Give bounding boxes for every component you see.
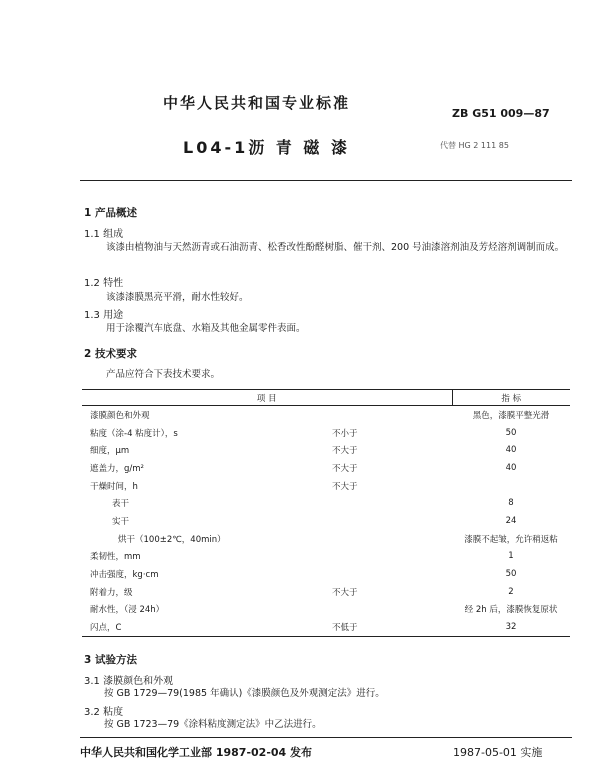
- col-header-item: 项 目: [82, 390, 452, 406]
- section-1-3-body: 用于涂覆汽车底盘、水箱及其他金属零件表面。: [106, 323, 306, 334]
- row-item: 粘度（涂-4 粘度计），s: [90, 428, 178, 439]
- row-value: 24: [505, 515, 517, 526]
- table-row: [82, 477, 570, 495]
- row-condition: [332, 406, 452, 424]
- section-3-heading: 3 试验方法: [84, 654, 137, 666]
- row-value: 2: [508, 586, 514, 597]
- issue-date: 中华人民共和国化学工业部 1987-02-04 发布: [80, 746, 313, 759]
- issuing-organization: 中华人民共和国专业标准: [163, 94, 351, 112]
- standard-code: ZB G51 009—87: [452, 107, 550, 120]
- row-value: 50: [505, 427, 517, 438]
- section-1-heading: 1 产品概述: [84, 207, 137, 219]
- row-condition: [332, 565, 452, 583]
- row-item: 漆膜颜色和外观: [90, 410, 150, 421]
- row-item: 耐水性，（浸 24h）: [90, 605, 165, 616]
- row-condition: 不低于: [332, 618, 452, 636]
- row-condition: 不小于: [332, 428, 358, 439]
- row-value: 漆膜不起皱，允许稍返粘: [464, 534, 558, 545]
- row-item: 冲击强度，kg·cm: [90, 570, 159, 581]
- row-item: 柔韧性，mm: [90, 552, 141, 563]
- row-item: 遮盖力，g/m²: [90, 463, 144, 474]
- table-row: [82, 548, 570, 566]
- section-2-heading: 2 技术要求: [84, 348, 137, 360]
- table-row: [82, 441, 570, 459]
- table-row: [82, 583, 570, 601]
- section-3-1-body: 按 GB 1729—79(1985 年确认)《漆膜颜色及外观测定法》进行。: [104, 688, 385, 699]
- table-row: [82, 530, 570, 548]
- row-value: [452, 477, 570, 495]
- row-value: 32: [452, 618, 570, 636]
- table-row: [82, 618, 570, 636]
- table-row: [82, 424, 570, 442]
- row-value: 1: [508, 551, 514, 562]
- row-item: 烘干（100±2℃，40min）: [118, 534, 226, 545]
- header-divider: [80, 180, 572, 181]
- section-3-2-body: 按 GB 1723—79《涂料粘度测定法》中乙法进行。: [104, 719, 322, 730]
- row-item: 实干: [112, 516, 130, 527]
- section-3-1-heading: 3.1 漆膜颜色和外观: [84, 676, 174, 687]
- table-row: [82, 459, 570, 477]
- row-item: 闪点，C: [82, 618, 332, 636]
- row-value: 40: [505, 462, 517, 473]
- row-item: 细度，μm: [90, 446, 130, 457]
- row-condition: 不大于: [332, 463, 358, 474]
- table-row: [82, 512, 570, 530]
- row-condition: [332, 512, 452, 530]
- section-1-1-heading: 1.1 组成: [84, 229, 124, 240]
- table-row: [82, 406, 570, 424]
- row-value: 50: [505, 569, 517, 580]
- row-item: 干燥时间，h: [90, 481, 138, 492]
- section-1-2-heading: 1.2 特性: [84, 278, 124, 289]
- row-item: 附着力，级: [90, 587, 133, 598]
- document-title: L04-1沥 青 磁 漆: [183, 138, 350, 157]
- row-condition: [332, 494, 452, 512]
- row-value: 40: [505, 445, 517, 456]
- section-1-3-heading: 1.3 用途: [84, 310, 124, 321]
- row-item: 表干: [112, 499, 130, 510]
- table-row: [82, 565, 570, 583]
- effective-date: 1987-05-01 实施: [453, 746, 543, 759]
- replaces-note: 代替 HG 2 111 85: [440, 141, 509, 150]
- footer-divider: [80, 737, 572, 738]
- row-condition: [332, 601, 452, 619]
- row-value: 黑色，漆膜平整光滑: [472, 410, 550, 421]
- row-condition: [332, 548, 452, 566]
- section-3-2-heading: 3.2 粘度: [84, 707, 124, 718]
- row-condition: 不大于: [332, 587, 358, 598]
- technical-requirements-table: [82, 389, 570, 637]
- section-2-intro: 产品应符合下表技术要求。: [106, 369, 221, 380]
- row-value: 8: [508, 498, 514, 509]
- section-1-2-body: 该漆漆膜黑亮平滑，耐水性较好。: [106, 292, 249, 303]
- table-row: [82, 601, 570, 619]
- row-condition: 不大于: [332, 446, 358, 457]
- row-condition: 不大于: [332, 481, 358, 492]
- row-value: 经 2h 后，漆膜恢复原状: [464, 605, 558, 616]
- table-row: [82, 494, 570, 512]
- col-header-index: 指 标: [452, 390, 570, 406]
- section-1-1-body: 该漆由植物油与天然沥青或石油沥青、松香改性酚醛树脂、催干剂、200 号油漆溶剂油及芳烃溶剂调制而成。: [106, 242, 565, 253]
